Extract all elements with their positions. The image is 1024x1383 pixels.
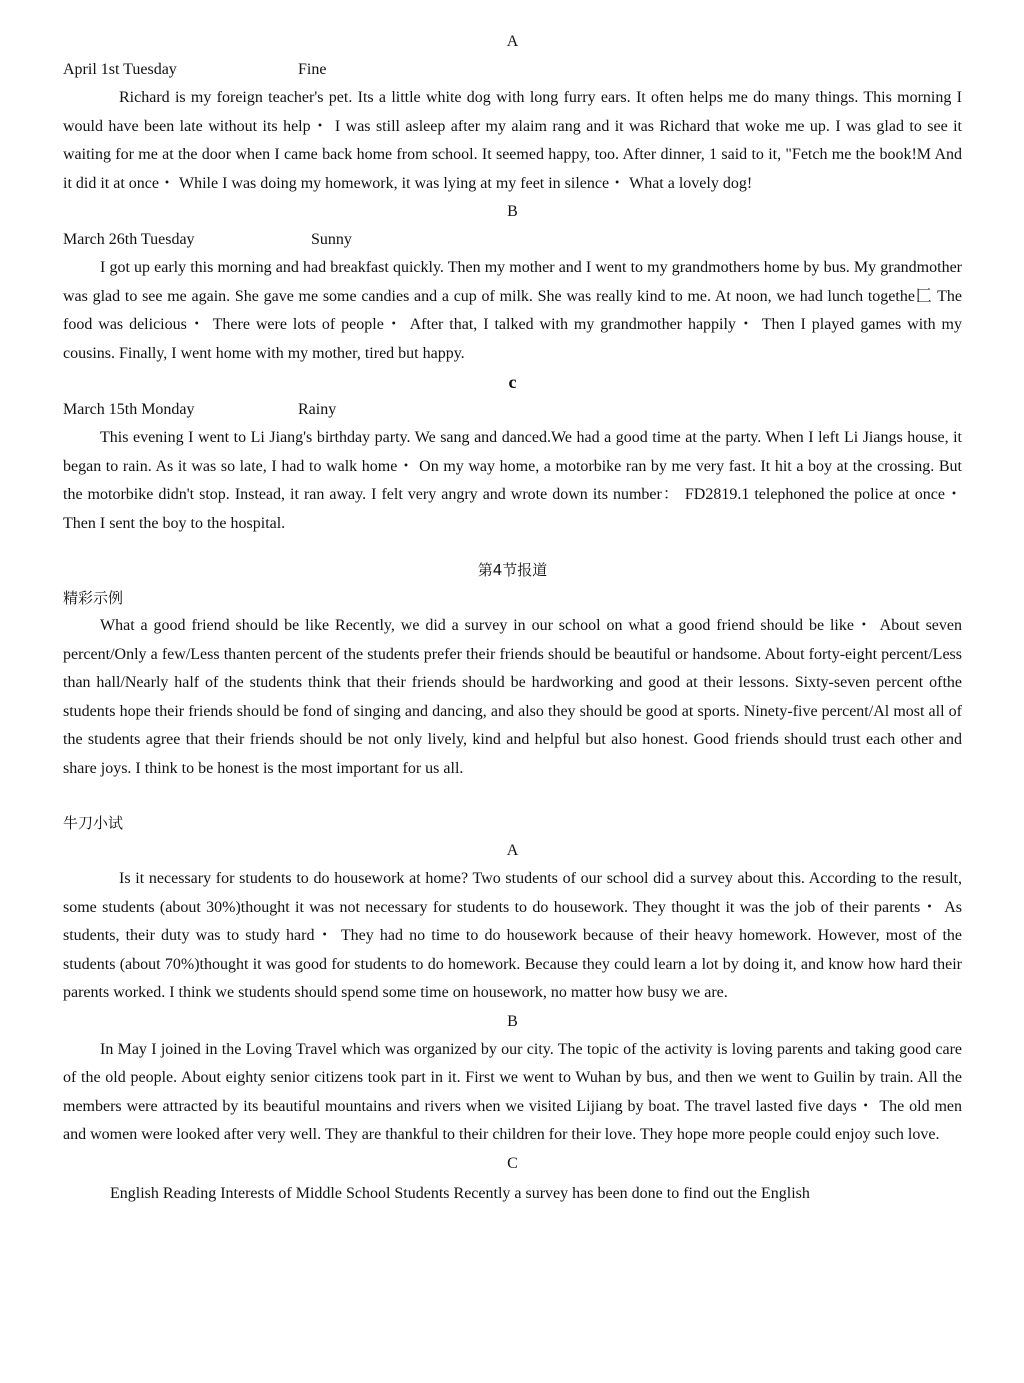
practice-label-b: B bbox=[507, 1012, 518, 1030]
diary-c-weather: Rainy bbox=[298, 401, 337, 418]
diary-c-date: March 15th Monday bbox=[63, 401, 195, 418]
diary-b-text: I got up early this morning and had breakfast quickly. Then my mother and I went to my grandmothers home by bus. My grandmother was glad to see me again. She gave me some candies and a cup of milk. She was really kind to me. At noon, we had lunch togethe匚 The food was delicious・ There were lots of people・ After that, I talked with my grandmother happily・ Then I played games with my cousins. Finally, I went home with my mother, tired but happy. bbox=[63, 259, 962, 362]
diary-a-date: April 1st Tuesday bbox=[63, 61, 177, 78]
diary-a-weather: Fine bbox=[298, 61, 327, 78]
diary-c-header bbox=[63, 396, 962, 424]
section-label-a: A bbox=[506, 33, 519, 50]
diary-a-text: Richard is my foreign teacher's pet. Its a little white dog with long furry ears. It often helps me do many things. This morning I would have been late without its help・ I was still asleep after my alaim rang and it was Richard that woke me up. I was glad to see it waiting for me at the door when I came back home from school. It seemed happy, too. After dinner, 1 said to it, "Fetch me the book!M And it did it at once・ While I was doing my homework, it was lying at my feet in silence・ What a lovely dog! bbox=[63, 89, 962, 192]
diary-a-header bbox=[63, 56, 962, 84]
section-label-c: c bbox=[508, 372, 517, 392]
example-text: What a good friend should be like Recently, we did a survey in our school on what a good friend should be like・ About seven percent/Only a few/Less thanten percent of the students prefer their friends should be beautiful or handsome. About forty-eight percent/Less than hall/Nearly half of the students think that their friends should be hardworking and good at their lessons. Sixty-seven percent ofthe students hope their friends should be fond of singing and dancing, and also they should be good at sports. Ninety-five percent/Al most all of the students agree that their friends should be not only lively, kind and helpful but also honest. Good friends should trust each other and share joys. I think to be honest is the most important for us all. bbox=[63, 617, 962, 777]
diary-b-weather: Sunny bbox=[311, 231, 352, 248]
diary-b-header bbox=[63, 226, 962, 254]
section-4-title: 第4节报道 bbox=[477, 561, 548, 579]
practice-label-c: C bbox=[507, 1154, 518, 1172]
practice-a-text: Is it necessary for students to do housework at home? Two students of our school did a survey about this. According to the result, some students (about 30%)thought it was not necessary for students to do housework. They thought it was the job of their parents・ As students, their duty was to study hard・ They had no time to do housework because of their heavy homework. However, most of the students (about 70%)thought it was good for students to do homework. Because they could learn a lot by doing it, and know how hard their parents worked. I think we students should spend some time on housework, no matter how busy we are. bbox=[63, 870, 962, 1001]
practice-heading: 牛刀小试 bbox=[63, 814, 124, 832]
practice-label-a: A bbox=[506, 842, 519, 859]
practice-c-text: English Reading Interests of Middle School Students Recently a survey has been done to find out the English bbox=[110, 1184, 810, 1202]
diary-b-date: March 26th Tuesday bbox=[63, 231, 195, 248]
example-heading: 精彩示例 bbox=[63, 589, 124, 607]
document-page bbox=[63, 28, 962, 1208]
diary-c-text: This evening I went to Li Jiang's birthday party. We sang and danced.We had a good time at the party. When I left Li Jiangs house, it began to rain. As it was so late, I had to walk home・ On my way home, a motorbike ran by me very fast. It hit a boy at the crossing. But the motorbike didn't stop. Instead, it ran away. I felt very angry and wrote down its number： FD2819.1 telephoned the police at once・ Then I sent the boy to the hospital. bbox=[63, 429, 962, 532]
practice-b-text: In May I joined in the Loving Travel which was organized by our city. The topic of the activity is loving parents and taking good care of the old people. About eighty senior citizens took part in it. First we went to Wuhan by bus, and then we went to Guilin by train. All the members were attracted by its beautiful mountains and rivers when we visited Lijiang by boat. The travel lasted five days・ The old men and women were looked after very well. They are thankful to their children for their love. They hope more people could enjoy such love. bbox=[63, 1040, 962, 1143]
section-label-b: B bbox=[507, 203, 518, 220]
